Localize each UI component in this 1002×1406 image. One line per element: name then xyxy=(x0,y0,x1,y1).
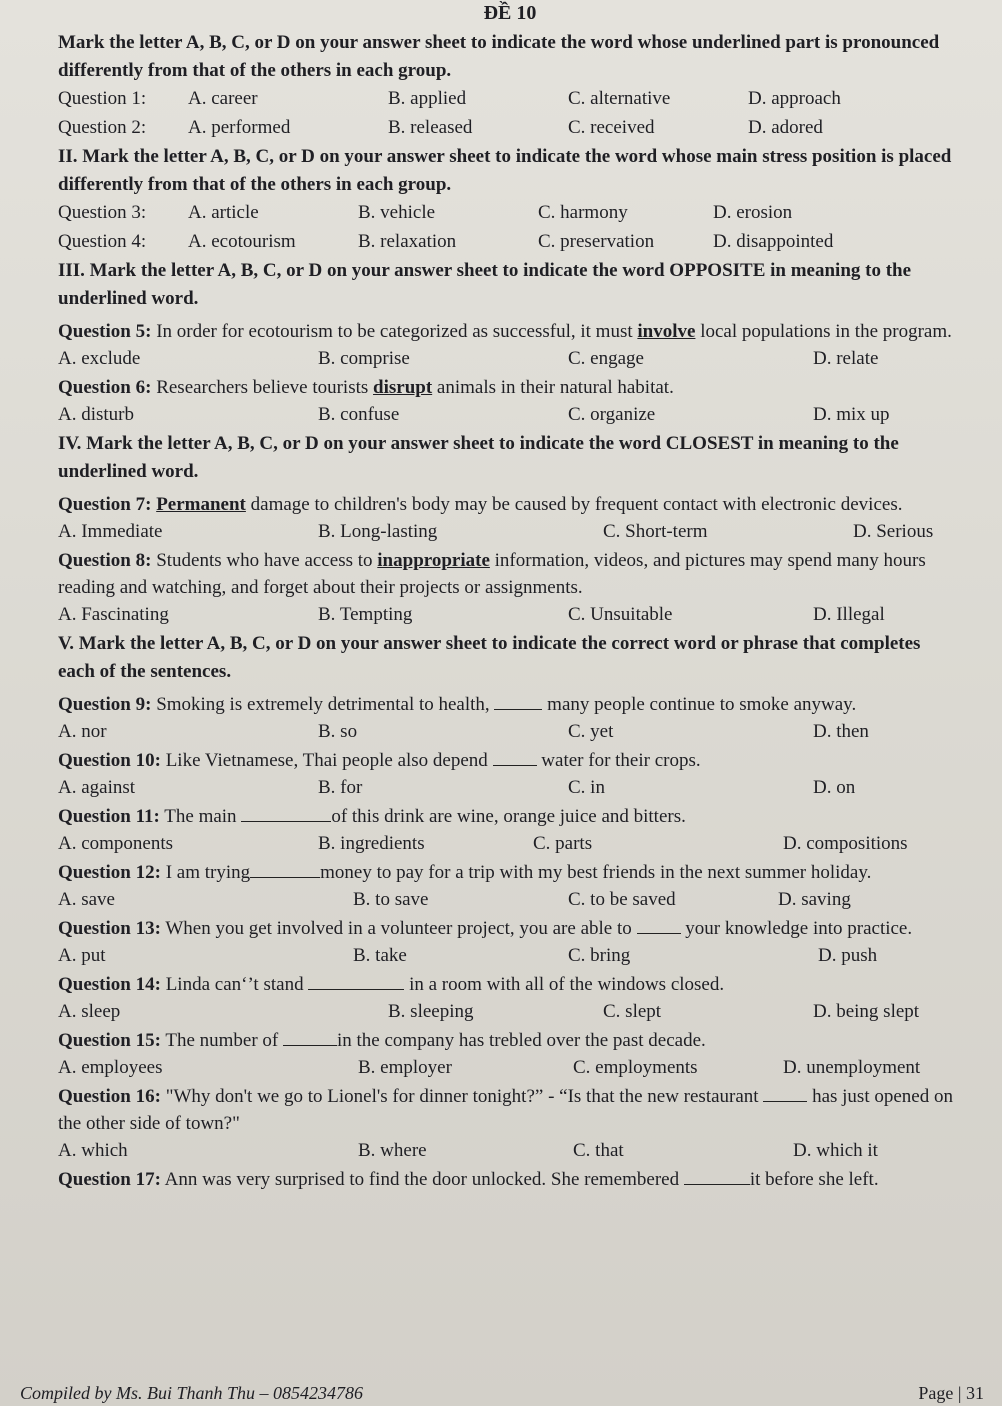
q15-text-1: The number of xyxy=(160,1030,283,1051)
q3-option-d: D. erosion xyxy=(713,202,793,223)
q14-option-a: A. sleep xyxy=(58,1001,121,1022)
q13-option-a: A. put xyxy=(58,945,106,966)
q14-text-2: in a room with all of the windows closed. xyxy=(404,974,725,995)
q14-label: Question 14: xyxy=(58,974,161,995)
q1-label: Question 1: xyxy=(58,88,147,109)
q15-text-2: in the company has trebled over the past decade. xyxy=(337,1030,706,1051)
question-9-stem xyxy=(58,691,962,718)
q2-label: Question 2: xyxy=(58,117,147,138)
question-6-stem xyxy=(58,374,962,401)
q5-option-d: D. relate xyxy=(813,348,879,369)
question-8-options xyxy=(58,601,962,628)
q17-blank xyxy=(684,1168,750,1185)
q7-option-d: D. Serious xyxy=(853,521,934,542)
q5-option-a: A. exclude xyxy=(58,348,141,369)
q14-blank xyxy=(308,973,404,990)
footer-compiler: Compiled by Ms. Bui Thanh Thu – 0854234786 xyxy=(20,1383,364,1403)
q15-label: Question 15: xyxy=(58,1030,161,1051)
q10-text-2: water for their crops. xyxy=(536,750,701,771)
q1-option-d: D. approach xyxy=(748,88,841,109)
q16-text-2: has just opened on the other side of town?" xyxy=(58,1086,953,1134)
question-6-options xyxy=(58,401,962,428)
question-15-options xyxy=(58,1054,962,1081)
question-13-options xyxy=(58,942,962,969)
question-8-stem xyxy=(58,547,962,601)
q12-text-2: money to pay for a trip with my best friends in the next summer holiday. xyxy=(320,862,872,883)
q6-option-a: A. disturb xyxy=(58,404,134,425)
question-3 xyxy=(58,199,962,226)
q11-option-c: C. parts xyxy=(533,833,593,854)
q13-text-2: your knowledge into practice. xyxy=(680,918,913,939)
q9-text-2: many people continue to smoke anyway. xyxy=(542,694,857,715)
question-12-stem xyxy=(58,859,962,886)
q2-option-c: C. received xyxy=(568,117,655,138)
question-12-options xyxy=(58,886,962,913)
q6-text-1: Researchers believe tourists xyxy=(151,377,374,398)
q15-blank xyxy=(283,1029,337,1046)
q9-blank xyxy=(494,693,542,710)
footer-page-number: Page | 31 xyxy=(918,1383,984,1403)
question-7-stem xyxy=(58,491,962,518)
q9-option-b: B. so xyxy=(318,721,358,742)
question-7-options xyxy=(58,518,962,545)
q3-option-b: B. vehicle xyxy=(358,202,436,223)
q7-option-a: A. Immediate xyxy=(58,521,163,542)
q9-option-d: D. then xyxy=(813,721,869,742)
q8-option-c: C. Unsuitable xyxy=(568,604,673,625)
q12-blank xyxy=(250,861,320,878)
q11-label: Question 11: xyxy=(58,806,160,827)
q10-option-b: B. for xyxy=(318,777,363,798)
question-14-options xyxy=(58,998,962,1025)
q13-option-b: B. take xyxy=(353,945,407,966)
question-11-options xyxy=(58,830,962,857)
question-13-stem xyxy=(58,915,962,942)
q11-option-b: B. ingredients xyxy=(318,833,425,854)
q14-option-c: C. slept xyxy=(603,1001,662,1022)
q16-blank xyxy=(763,1085,807,1102)
q6-option-b: B. confuse xyxy=(318,404,400,425)
q11-blank xyxy=(241,805,331,822)
section-1-instruction: Mark the letter A, B, C, or D on your answer sheet to indicate the word whose underlined part is pronounced differently from that of the others in each group. xyxy=(58,32,940,81)
q8-text-1: Students who have access to xyxy=(151,550,378,571)
q13-blank xyxy=(637,917,681,934)
q9-option-a: A. nor xyxy=(58,721,107,742)
q12-option-a: A. save xyxy=(58,889,115,910)
q16-option-c: C. that xyxy=(573,1140,624,1161)
section-4-instruction: IV. Mark the letter A, B, C, or D on your answer sheet to indicate the word CLOSEST in meaning to the underlined word. xyxy=(58,433,899,482)
q12-text-1: I am trying xyxy=(160,862,251,883)
q14-text-1: Linda can‘’t stand xyxy=(160,974,309,995)
q13-label: Question 13: xyxy=(58,918,161,939)
q14-option-b: B. sleeping xyxy=(388,1001,474,1022)
q10-label: Question 10: xyxy=(58,750,161,771)
q12-option-c: C. to be saved xyxy=(568,889,676,910)
q11-option-a: A. components xyxy=(58,833,174,854)
q4-option-b: B. relaxation xyxy=(358,231,457,252)
q7-option-c: C. Short-term xyxy=(603,521,708,542)
q12-label: Question 12: xyxy=(58,862,161,883)
q2-option-b: B. released xyxy=(388,117,473,138)
question-16-options xyxy=(58,1137,962,1164)
question-9-options xyxy=(58,718,962,745)
q1-option-a: A. career xyxy=(188,88,258,109)
q1-option-c: C. alternative xyxy=(568,88,671,109)
q13-option-c: C. bring xyxy=(568,945,631,966)
question-16-stem xyxy=(58,1083,962,1137)
q3-option-a: A. article xyxy=(188,202,259,223)
q10-text-1: Like Vietnamese, Thai people also depend xyxy=(160,750,493,771)
q12-option-d: D. saving xyxy=(778,889,851,910)
q8-label: Question 8: xyxy=(58,550,152,571)
q8-underlined-word: inappropriate xyxy=(377,550,490,571)
q8-text-2: information, videos, and pictures may spend many hours reading and watching, and forget about their projects or assignments. xyxy=(58,550,926,598)
question-11-stem xyxy=(58,803,962,830)
q5-text-2: local populations in the program. xyxy=(695,321,952,342)
q8-option-a: A. Fascinating xyxy=(58,604,169,625)
q17-text-1: Ann was very surprised to find the door unlocked. She remembered xyxy=(160,1169,684,1190)
q2-option-d: D. adored xyxy=(748,117,823,138)
q9-option-c: C. yet xyxy=(568,721,614,742)
question-10-stem xyxy=(58,747,962,774)
q7-label: Question 7: xyxy=(58,494,152,515)
section-2-instruction: II. Mark the letter A, B, C, or D on your answer sheet to indicate the word whose main stress position is placed differently from that of the others in each group. xyxy=(58,146,952,195)
question-17-stem xyxy=(58,1166,962,1193)
q6-underlined-word: disrupt xyxy=(373,377,433,398)
q16-option-d: D. which it xyxy=(793,1140,878,1161)
q16-label: Question 16: xyxy=(58,1086,161,1107)
q11-option-d: D. compositions xyxy=(783,833,908,854)
q7-underlined-word: Permanent xyxy=(156,494,246,515)
question-4 xyxy=(58,228,962,255)
q4-option-a: A. ecotourism xyxy=(188,231,296,252)
q15-option-a: A. employees xyxy=(58,1057,163,1078)
q13-option-d: D. push xyxy=(818,945,878,966)
q6-option-d: D. mix up xyxy=(813,404,890,425)
q17-label: Question 17: xyxy=(58,1169,161,1190)
q1-option-b: B. applied xyxy=(388,88,467,109)
section-5-instruction: V. Mark the letter A, B, C, or D on your answer sheet to indicate the correct word or phrase that completes each of the sentences. xyxy=(58,633,921,682)
q10-option-d: D. on xyxy=(813,777,856,798)
q4-label: Question 4: xyxy=(58,231,147,252)
q15-option-d: D. unemployment xyxy=(783,1057,921,1078)
q10-option-c: C. in xyxy=(568,777,605,798)
q2-option-a: A. performed xyxy=(188,117,291,138)
page-footer xyxy=(20,1383,984,1404)
q5-label: Question 5: xyxy=(58,321,152,342)
q12-option-b: B. to save xyxy=(353,889,429,910)
question-14-stem xyxy=(58,971,962,998)
q16-option-a: A. which xyxy=(58,1140,128,1161)
question-15-stem xyxy=(58,1027,962,1054)
q7-text-2: damage to children's body may be caused by frequent contact with electronic devices. xyxy=(245,494,903,515)
question-10-options xyxy=(58,774,962,801)
q10-blank xyxy=(493,749,537,766)
section-3-instruction: III. Mark the letter A, B, C, or D on your answer sheet to indicate the word OPPOSITE in meaning to the underlined word. xyxy=(58,260,912,309)
q13-text-1: When you get involved in a volunteer project, you are able to xyxy=(160,918,637,939)
q8-option-d: D. Illegal xyxy=(813,604,885,625)
q9-text-1: Smoking is extremely detrimental to health, xyxy=(151,694,495,715)
q16-option-b: B. where xyxy=(358,1140,427,1161)
q17-text-2: it before she left. xyxy=(749,1169,879,1190)
question-5-stem xyxy=(58,318,962,345)
q15-option-c: C. employments xyxy=(573,1057,698,1078)
q6-text-2: animals in their natural habitat. xyxy=(432,377,674,398)
q15-option-b: B. employer xyxy=(358,1057,452,1078)
question-5-options xyxy=(58,345,962,372)
q5-option-c: C. engage xyxy=(568,348,644,369)
question-1 xyxy=(58,85,962,112)
q3-label: Question 3: xyxy=(58,202,147,223)
q8-option-b: B. Tempting xyxy=(318,604,413,625)
q4-option-c: C. preservation xyxy=(538,231,655,252)
exam-title: ĐỀ 10 xyxy=(483,2,537,24)
q3-option-c: C. harmony xyxy=(538,202,628,223)
q9-label: Question 9: xyxy=(58,694,152,715)
q5-option-b: B. comprise xyxy=(318,348,410,369)
question-2 xyxy=(58,114,962,141)
q16-text-1: "Why don't we go to Lionel's for dinner tonight?” - “Is that the new restaurant xyxy=(160,1086,764,1107)
q6-option-c: C. organize xyxy=(568,404,656,425)
q4-option-d: D. disappointed xyxy=(713,231,834,252)
q11-text-1: The main xyxy=(159,806,242,827)
q6-label: Question 6: xyxy=(58,377,152,398)
q5-text-1: In order for ecotourism to be categorized as successful, it must xyxy=(151,321,638,342)
q5-underlined-word: involve xyxy=(637,321,696,342)
q14-option-d: D. being slept xyxy=(813,1001,920,1022)
q7-option-b: B. Long-lasting xyxy=(318,521,438,542)
q11-text-2: of this drink are wine, orange juice and bitters. xyxy=(331,806,686,827)
q10-option-a: A. against xyxy=(58,777,136,798)
